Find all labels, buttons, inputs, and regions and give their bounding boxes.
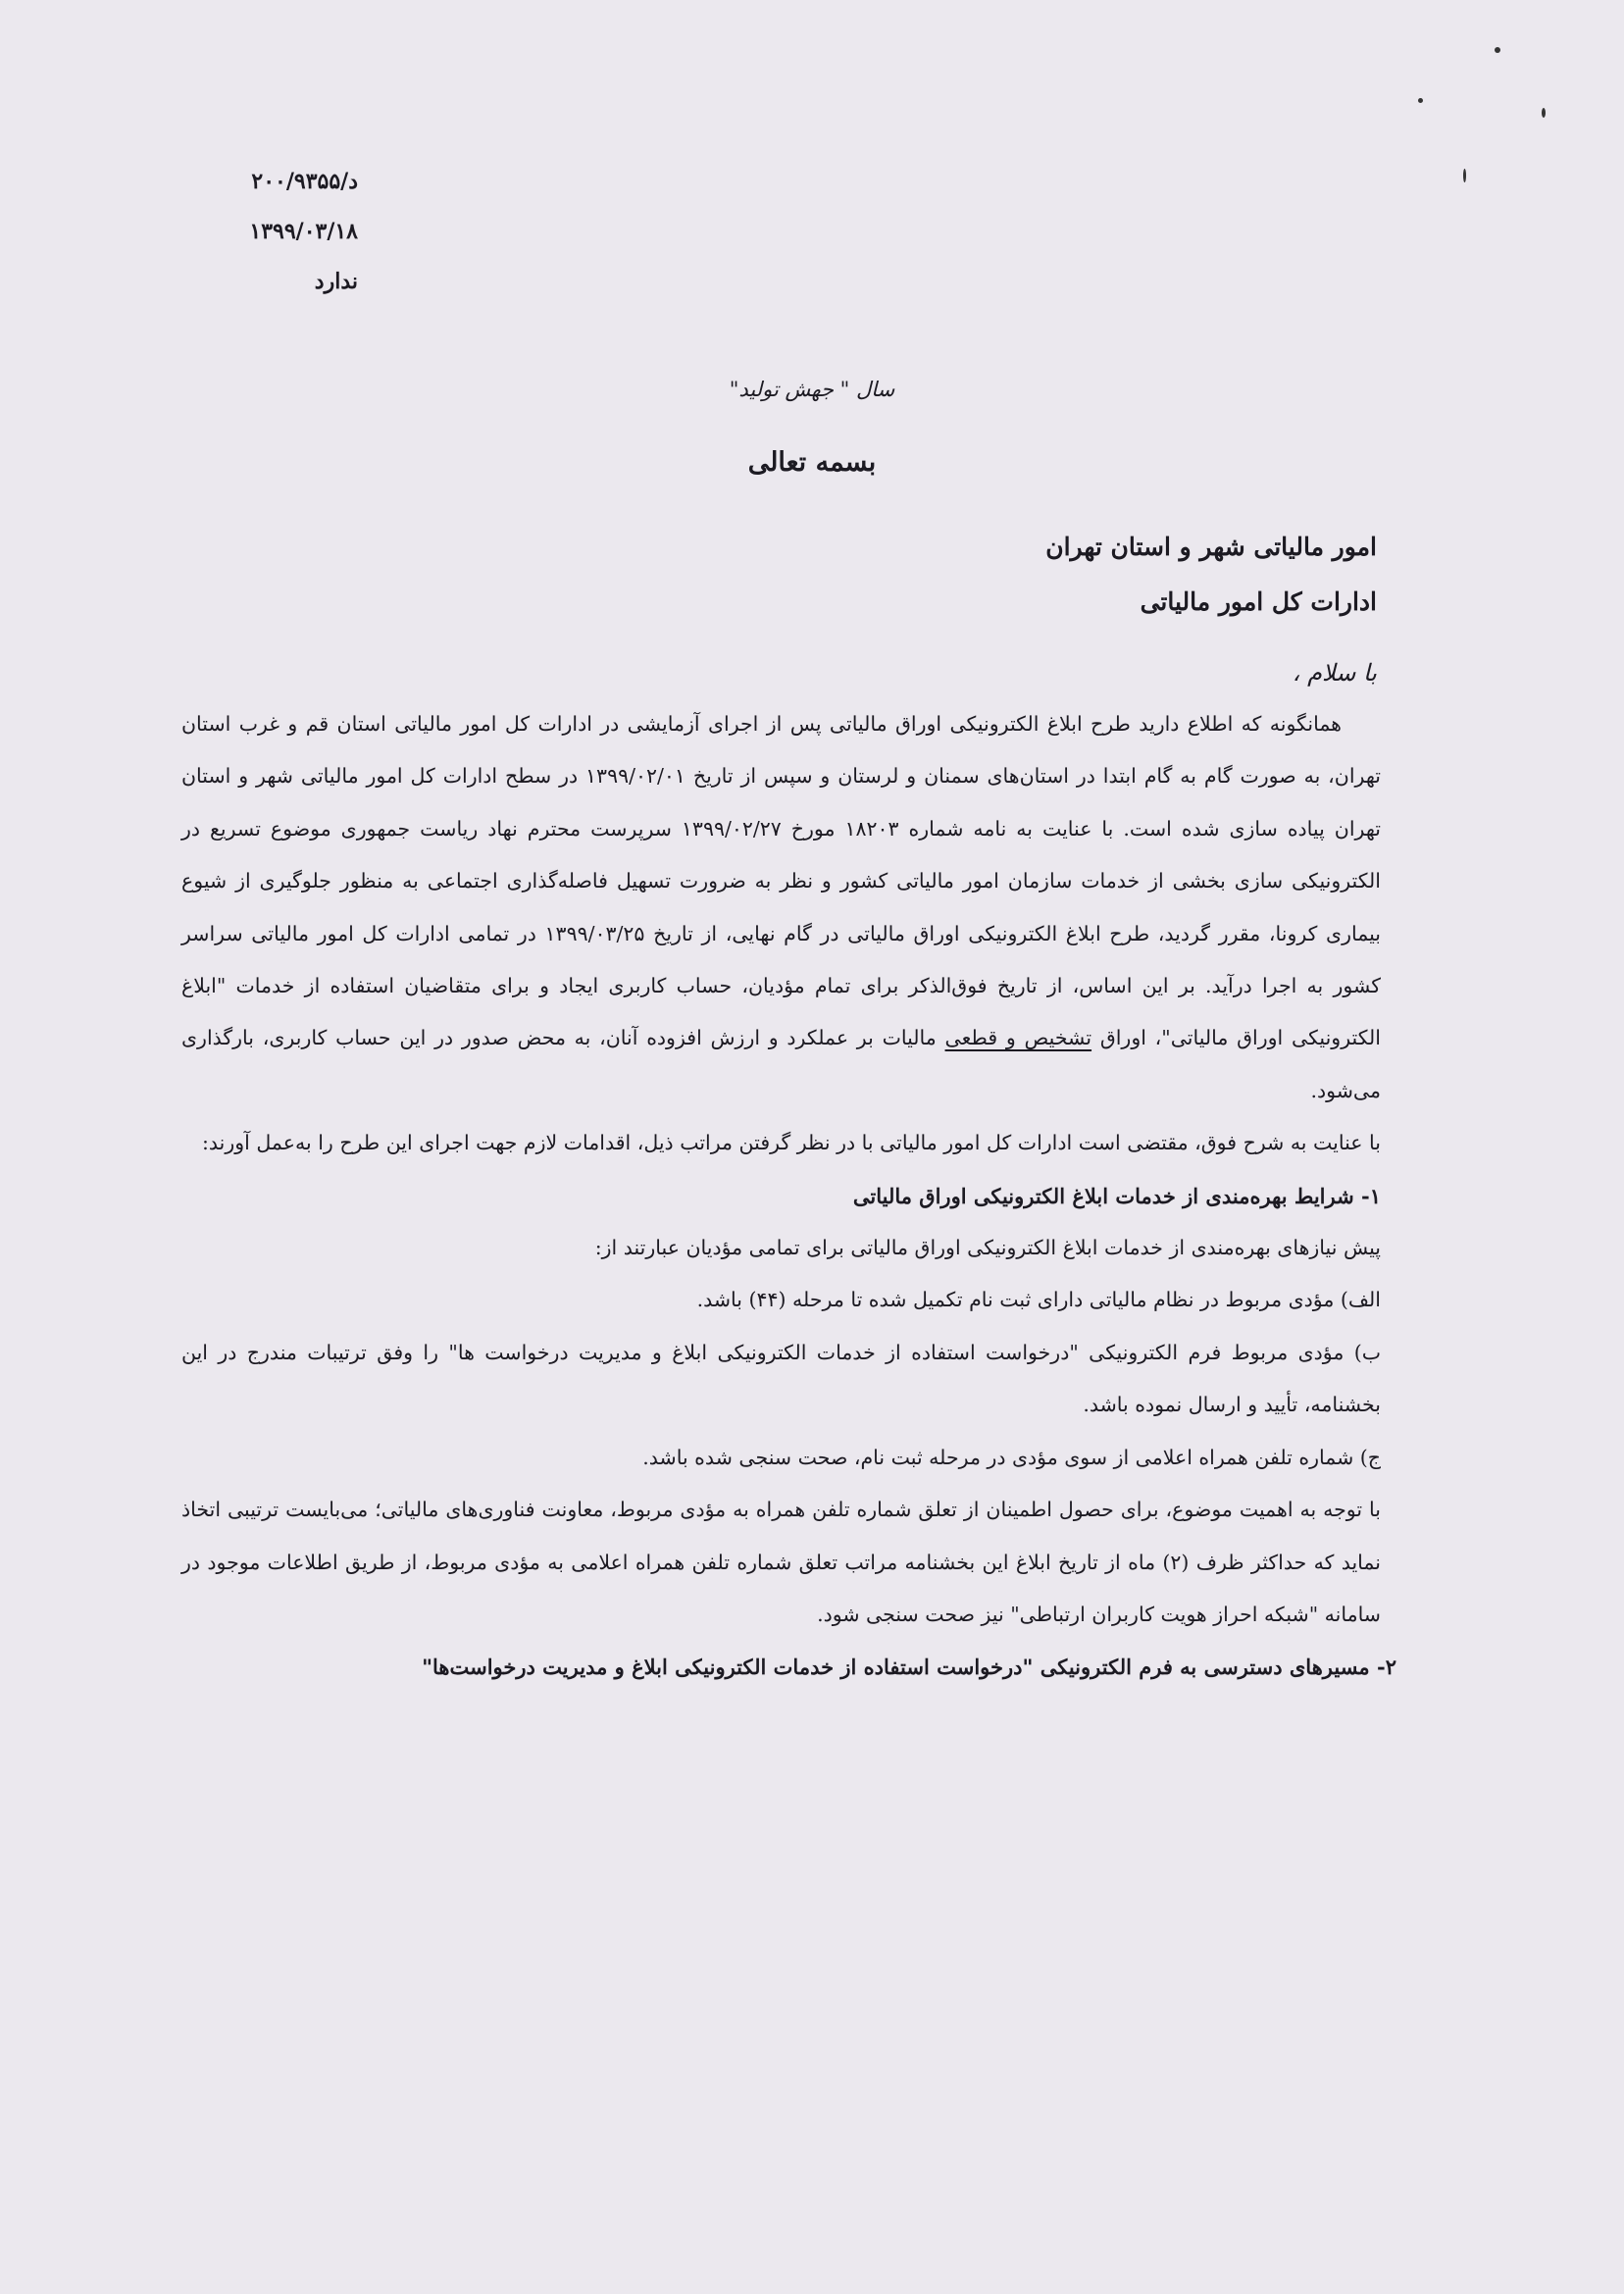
body-paragraph-1 [181, 698, 1381, 1117]
condition-item-a: الف) مؤدی مربوط در نظام مالیاتی دارای ثبت نام تکمیل شده تا مرحله (۴۴) باشد. [696, 1288, 1381, 1312]
reference-number: د/۲۰۰/۹۳۵۵ [251, 169, 358, 194]
body-paragraph-3: با توجه به اهمیت موضوع، برای حصول اطمینان از تعلق شماره تلفن همراه به مؤدی مربوط، معاونت فناوری‌های مالیاتی؛ می‌بایست ترتیبی اتخاذ نماید که حداکثر ظرف (۲) ماه از تاریخ ابلاغ این بخشنامه مراتب تعلق شماره تلفن همراه اعلامی به مؤدی مربوط، از طریق اطلاعات موجود در سامانه "شبکه احراز هویت کاربران ارتباطی" نیز صحت سنجی شود. [181, 1498, 1381, 1626]
condition-item-c: ج) شماره تلفن همراه اعلامی از سوی مؤدی در مرحله ثبت نام، صحت سنجی شده باشد. [642, 1445, 1381, 1469]
section-2-title: ۲- مسیرهای دسترسی به فرم الکترونیکی "درخواست استفاده از خدمات الکترونیکی ابلاغ و مدیریت درخواست‌ها" [422, 1655, 1396, 1680]
section-1-intro: پیش نیازهای بهره‌مندی از خدمات ابلاغ الکترونیکی اوراق مالیاتی برای تمامی مؤدیان عبارتند از: [594, 1236, 1381, 1260]
addressee-line-1: امور مالیاتی شهر و استان تهران [1045, 533, 1377, 561]
bismillah-heading: بسمه تعالی [747, 447, 877, 478]
section-1-title: ۱- شرایط بهره‌مندی از خدمات ابلاغ الکترونیکی اوراق مالیاتی [852, 1183, 1381, 1208]
paragraph-1-continuation: مالیات بر عملکرد و ارزش افزوده آنان، به محض صدور در این حساب کاربری، بارگذاری می‌شود. [181, 1026, 1381, 1102]
letter-date: ۱۳۹۹/۰۳/۱۸ [249, 219, 358, 244]
body-paragraph-2: با عنایت به شرح فوق، مقتضی است ادارات کل امور مالیاتی با در نظر گرفتن مراتب ذیل، اقدامات لازم جهت اجرای این طرح را به‌عمل آورند: [202, 1131, 1381, 1155]
letter-body [181, 698, 1396, 1694]
attachment-status: ندارد [314, 269, 358, 294]
underlined-phrase: تشخیص و قطعی [944, 1026, 1092, 1050]
condition-item-b: ب) مؤدی مربوط فرم الکترونیکی "درخواست استفاده از خدمات الکترونیکی ابلاغ و مدیریت درخواست ها" را وفق ترتیبات مندرج در این بخشنامه، تأیید و ارسال نموده باشد. [181, 1340, 1381, 1417]
greeting: با سلام ، [1292, 659, 1377, 687]
addressee-block [494, 520, 1377, 630]
paragraph-1-text: همانگونه که اطلاع دارید طرح ابلاغ الکترونیکی اوراق مالیاتی پس از اجرای آزمایشی در ادارات کل امور مالیاتی استان قم و غرب استان تهران، به صورت گام به گام ابتدا در استان‌های سمنان و لرستان و سپس از تاریخ ۱۳۹۹/۰۲/۰۱ در سطح ادارات کل امور مالیاتی شهر و استان تهران پیاده سازی شده است. با عنایت به نامه شماره ۱۸۲۰۳ مورخ ۱۳۹۹/۰۲/۲۷ سرپرست محترم نهاد ریاست جمهوری موضوع تسریع در الکترونیکی سازی بخشی از خدمات سازمان امور مالیاتی کشور و نظر به ضرورت تسهیل فاصله‌گذاری اجتماعی به منظور جلوگیری از شیوع بیماری کرونا، مقرر گردید، طرح ابلاغ الکترونیکی اوراق مالیاتی در گام نهایی، از تاریخ ۱۳۹۹/۰۳/۲۵ در تمامی ادارات کل امور مالیاتی سراسر کشور به اجرا درآید. بر این اساس، از تاریخ فوق‌الذکر برای تمام مؤدیان، حساب کاربری ایجاد و برای متقاضیان استفاده از خدمات "ابلاغ الکترونیکی اوراق مالیاتی"، اوراق [181, 712, 1382, 1050]
letter-meta [211, 157, 358, 307]
year-motto: سال " جهش تولید" [729, 378, 895, 401]
scan-speck [1542, 108, 1546, 118]
addressee-line-2: ادارات کل امور مالیاتی [1140, 587, 1377, 616]
scan-speck [1463, 169, 1466, 182]
scan-speck [1418, 98, 1423, 103]
scan-speck [1495, 47, 1500, 53]
